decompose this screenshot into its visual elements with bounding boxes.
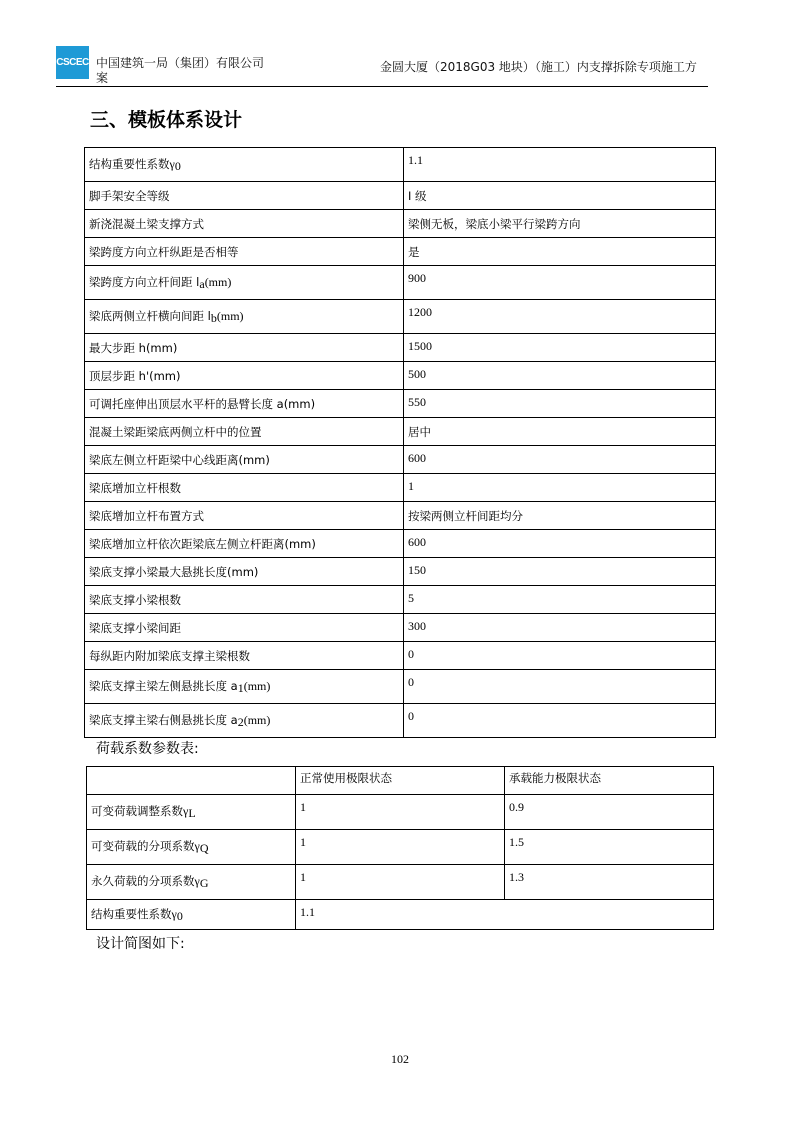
param-symbol: γ	[194, 874, 200, 888]
param-value: 居中	[404, 418, 716, 446]
param-label	[85, 530, 404, 558]
params-table	[84, 147, 716, 738]
factor-label	[87, 900, 296, 930]
param-label	[85, 558, 404, 586]
param-label-text: 脚手架安全等级	[89, 188, 170, 203]
table-row	[85, 474, 716, 502]
column-header: 正常使用极限状态	[296, 767, 505, 795]
param-value: 按梁两侧立杆间距均分	[404, 502, 716, 530]
param-label-text: 梁底增加立杆根数	[89, 480, 181, 495]
factor-value: 1.1	[296, 900, 714, 930]
param-value: 1.1	[404, 148, 716, 182]
ultimate-value: 1.5	[505, 830, 714, 865]
param-label	[85, 334, 404, 362]
param-value: 0	[404, 704, 716, 738]
param-subscript: 2	[237, 714, 244, 729]
logo-text: CSCEC	[56, 57, 89, 68]
param-label-text: 梁底支撑小梁间距	[89, 620, 181, 635]
factor-label	[87, 830, 296, 865]
table-row	[85, 704, 716, 738]
company-logo	[56, 46, 89, 79]
param-label	[85, 704, 404, 738]
param-label-text: 混凝土梁距梁底两侧立杆中的位置	[89, 424, 262, 439]
table-row	[85, 530, 716, 558]
param-label-text: 梁底左侧立杆距梁中心线距离(mm)	[89, 452, 270, 467]
param-label-text: 永久荷载的分项系数	[91, 874, 195, 888]
table-row	[85, 614, 716, 642]
param-unit: (mm)	[216, 308, 244, 323]
param-unit: (mm)	[243, 712, 271, 727]
param-value: 600	[404, 446, 716, 474]
param-value: 0	[404, 670, 716, 704]
param-value: 1	[404, 474, 716, 502]
page-number: 102	[391, 1052, 409, 1066]
param-value: 是	[404, 238, 716, 266]
load-factor-table	[86, 766, 714, 930]
param-value: 1500	[404, 334, 716, 362]
design-caption: 设计简图如下:	[96, 936, 185, 952]
table-row	[85, 266, 716, 300]
table-row	[85, 334, 716, 362]
param-label	[85, 210, 404, 238]
param-label	[85, 418, 404, 446]
param-label	[85, 362, 404, 390]
table-row	[85, 418, 716, 446]
param-label-text: 新浇混凝土梁支撑方式	[89, 216, 204, 231]
normal-value: 1	[296, 830, 505, 865]
param-value: 梁侧无板，梁底小梁平行梁跨方向	[404, 210, 716, 238]
table-row	[85, 148, 716, 182]
param-unit: (mm)	[243, 678, 271, 693]
table-row	[87, 865, 714, 900]
param-subscript: L	[188, 806, 196, 820]
table-row	[85, 586, 716, 614]
param-label-text: 梁底两侧立杆横向间距 l	[89, 308, 211, 323]
param-label	[85, 148, 404, 182]
param-label-text: 结构重要性系数	[91, 906, 172, 921]
header-company-line1: 中国建筑一局（集团）有限公司	[96, 56, 265, 70]
param-label-text: 每纵距内附加梁底支撑主梁根数	[89, 648, 250, 663]
param-subscript: Q	[199, 841, 209, 855]
param-label	[85, 238, 404, 266]
param-label-text: 顶层步距 h'(mm)	[89, 368, 181, 383]
param-label	[85, 390, 404, 418]
table-row	[85, 446, 716, 474]
param-label	[85, 300, 404, 334]
param-label	[85, 182, 404, 210]
param-label-text: 梁底增加立杆布置方式	[89, 508, 204, 523]
param-subscript: a	[199, 276, 205, 291]
normal-value: 1	[296, 795, 505, 830]
param-label	[85, 642, 404, 670]
param-label-text: 可变荷载调整系数	[91, 804, 183, 818]
param-label-text: 梁底支撑小梁最大悬挑长度(mm)	[89, 564, 259, 579]
param-label	[85, 614, 404, 642]
table-row	[85, 502, 716, 530]
table-row	[87, 795, 714, 830]
table-row	[85, 238, 716, 266]
param-value: 150	[404, 558, 716, 586]
header-rule	[56, 86, 708, 87]
param-subscript: G	[199, 876, 209, 890]
param-value: 1200	[404, 300, 716, 334]
param-label	[85, 586, 404, 614]
param-value: 900	[404, 266, 716, 300]
param-symbol: γ	[171, 906, 177, 921]
header-company-line2: 案	[96, 71, 109, 85]
table-row	[85, 558, 716, 586]
param-label-text: 可调托座伸出顶层水平杆的悬臂长度 a(mm)	[89, 396, 316, 411]
table-row	[85, 642, 716, 670]
table-row	[85, 300, 716, 334]
param-subscript: 0	[174, 158, 181, 173]
column-header: 承载能力极限状态	[505, 767, 714, 795]
table-row	[87, 830, 714, 865]
param-subscript: b	[210, 310, 217, 325]
param-value: 500	[404, 362, 716, 390]
normal-value: 1	[296, 865, 505, 900]
table-row	[85, 362, 716, 390]
param-value: 550	[404, 390, 716, 418]
table-header-row	[87, 767, 714, 795]
param-symbol: γ	[169, 156, 175, 171]
table-row	[87, 900, 714, 930]
param-label	[85, 474, 404, 502]
param-label-text: 梁底支撑小梁根数	[89, 592, 181, 607]
param-label-text: 梁底支撑主梁右侧悬挑长度 a	[89, 712, 238, 727]
param-label	[85, 266, 404, 300]
param-unit: (mm)	[204, 274, 232, 289]
param-subscript: 1	[237, 680, 244, 695]
param-value: I 级	[404, 182, 716, 210]
table-row	[85, 670, 716, 704]
param-label-text: 梁底支撑主梁左侧悬挑长度 a	[89, 678, 238, 693]
param-label	[85, 670, 404, 704]
load-caption: 荷载系数参数表:	[96, 741, 199, 757]
table-row	[85, 182, 716, 210]
header-doc-title: 金圆大厦（2018G03 地块）（施工）内支撑拆除专项施工方	[380, 60, 697, 74]
param-label-text: 梁底增加立杆依次距梁底左侧立杆距离(mm)	[89, 536, 316, 551]
factor-label	[87, 865, 296, 900]
param-value: 5	[404, 586, 716, 614]
param-label-text: 结构重要性系数	[89, 156, 170, 171]
param-subscript: 0	[176, 908, 183, 923]
param-label-text: 梁跨度方向立杆纵距是否相等	[89, 244, 239, 259]
factor-label	[87, 795, 296, 830]
table-row	[85, 210, 716, 238]
param-value: 300	[404, 614, 716, 642]
ultimate-value: 0.9	[505, 795, 714, 830]
column-header	[87, 767, 296, 795]
param-label-text: 最大步距 h(mm)	[89, 340, 178, 355]
param-value: 600	[404, 530, 716, 558]
param-label-text: 可变荷载的分项系数	[91, 839, 195, 853]
table-row	[85, 390, 716, 418]
param-label	[85, 446, 404, 474]
section-title: 三、模板体系设计	[90, 109, 243, 131]
param-label	[85, 502, 404, 530]
ultimate-value: 1.3	[505, 865, 714, 900]
param-value: 0	[404, 642, 716, 670]
param-symbol: γ	[194, 839, 200, 853]
param-symbol: γ	[183, 804, 189, 818]
header-company	[96, 56, 264, 86]
param-label-text: 梁跨度方向立杆间距 l	[89, 274, 200, 289]
